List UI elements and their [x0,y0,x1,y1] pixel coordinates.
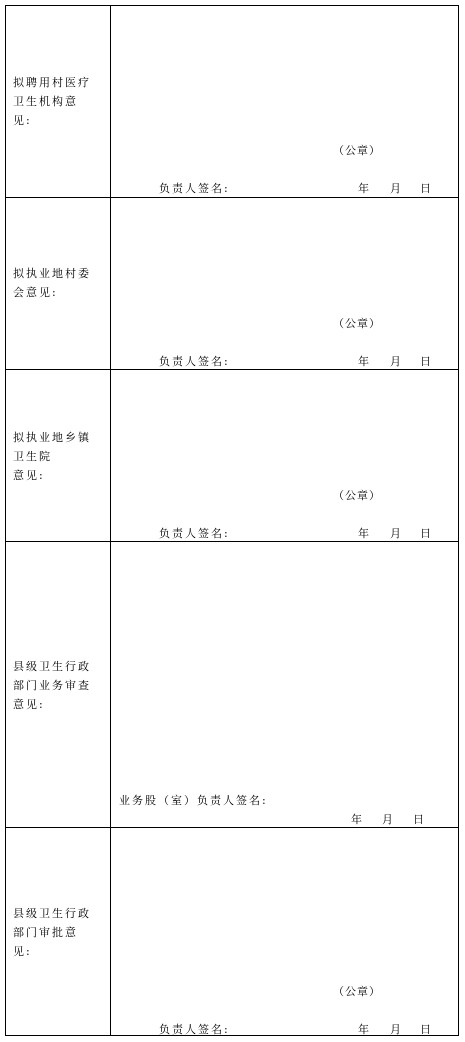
official-seal-text: （公章） [333,489,381,502]
month-label: 月 [390,355,401,368]
signature-label: 负责人签名: [159,1023,230,1036]
month-label: 月 [390,527,401,540]
year-label: 年 [358,527,369,540]
approval-form-table [5,5,459,1036]
form-row-county-review [6,541,458,827]
day-label: 日 [413,813,424,826]
year-label: 年 [351,813,362,826]
column-divider [110,6,111,197]
year-label: 年 [358,182,369,195]
year-label: 年 [358,355,369,368]
date-line [358,180,438,194]
month-label: 月 [382,813,393,826]
row-label: 拟执业地村委 会意见: [13,267,91,299]
row-label: 拟执业地乡镇 卫生院 意见: [13,431,91,482]
official-seal-text: （公章） [333,144,381,157]
row-label: 县级卫生行政 部门业务审查 意见: [13,660,91,711]
form-row-village-clinic [6,6,458,197]
row-label: 县级卫生行政 部门审批意 见: [13,907,91,958]
month-label: 月 [390,1023,401,1036]
signature-label: 负责人签名: [159,182,230,195]
month-label: 月 [390,182,401,195]
column-divider [110,198,111,369]
column-divider [110,542,111,827]
date-line [351,811,431,825]
form-row-township-hospital [6,369,458,541]
signature-label: 负责人签名: [159,527,230,540]
signature-label: 业务股（室）负责人签名: [119,794,268,807]
year-label: 年 [358,1023,369,1036]
day-label: 日 [420,1023,431,1036]
day-label: 日 [420,527,431,540]
column-divider [110,828,111,1035]
official-seal-text: （公章） [333,317,381,330]
official-seal-text: （公章） [333,985,381,998]
date-line [358,353,438,367]
form-row-county-approval [6,827,458,1035]
signature-label: 负责人签名: [159,355,230,368]
day-label: 日 [420,355,431,368]
date-line [358,525,438,539]
form-row-village-committee [6,197,458,369]
row-label: 拟聘用村医疗 卫生机构意 见: [13,76,91,127]
date-line [358,1021,438,1035]
column-divider [110,370,111,541]
day-label: 日 [420,182,431,195]
